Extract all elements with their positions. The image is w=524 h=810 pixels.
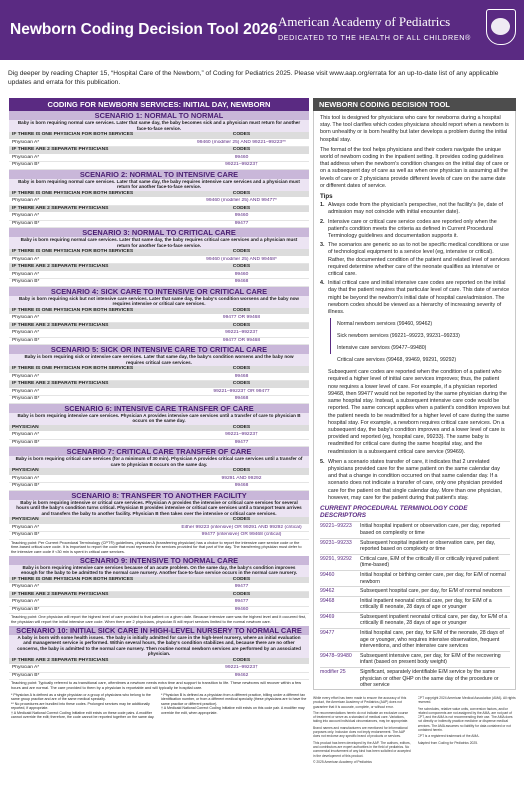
scenario-description: Baby is born requiring sick but not intensive care services. Later that same day, the baby's condition worsens and the baby now requires intensive or critical care services.	[9, 296, 309, 308]
scenario-description: Baby is born requiring sick or intensive care services. Later that same day, the baby's condition worsens and the baby now requires critical care services.	[9, 354, 309, 366]
table-row	[9, 584, 309, 592]
group-header-row	[9, 517, 309, 525]
fine-print-text: Fee schedules, relative value units, conversion factors, and/or related components are not assigned by the AMA, are not part of CPT, and the AMA is not recommending their use. The AMA does not directly or indirectly practice medicine or dispense medical services. The AMA assumes no liability for data contained or not contained herein.	[417, 706, 513, 733]
codes-header: CODES	[232, 190, 251, 196]
table-row	[9, 396, 309, 404]
table-row	[9, 213, 309, 221]
scenario-title: SCENARIO 8: TRANSFER TO ANOTHER FACILITY	[9, 491, 309, 500]
group-header-row	[9, 264, 309, 272]
cpt-description: Initial hospital inpatient or observation care, per day, reported based on complexity or time	[360, 523, 501, 536]
physician-label: Physician B*	[12, 672, 40, 678]
physician-label: Physician A*	[12, 154, 40, 160]
tip-item	[320, 219, 510, 241]
physician-label: Physician B*	[12, 162, 40, 167]
codes-header: CODES	[232, 517, 251, 522]
table-row	[9, 440, 309, 448]
cpt-code: 99221–99223	[320, 523, 352, 530]
group-header: IF THERE IS ONE PHYSICIAN FOR BOTH SERVICES	[12, 190, 134, 196]
coding-table	[9, 98, 309, 800]
scenario-title: SCENARIO 7: CRITICAL CARE TRANSFER OF CARE	[9, 447, 309, 456]
group-header-row	[9, 468, 309, 476]
physician-label: Physician A*	[12, 599, 40, 605]
panel-paragraph: This tool is designed for physicians who care for newborns during a hospital stay. The tool clarifies which codes physicians should report when a newborn is born unhealthy or is born healthy but later develops a problem during the initial hospital stay.	[320, 115, 509, 143]
code-value: 99477 (intensive) OR 99468 (critical)	[201, 532, 282, 537]
table-row	[9, 198, 309, 206]
codes-header: CODES	[232, 307, 251, 313]
table-row	[9, 221, 309, 229]
group-header-row	[9, 132, 309, 140]
codes-header: CODES	[232, 468, 251, 473]
table-row	[9, 315, 309, 323]
table-row	[9, 257, 309, 265]
tip-item	[320, 280, 510, 316]
table-row	[9, 532, 309, 540]
code-value: 99477	[234, 220, 249, 226]
cpt-row	[320, 596, 510, 612]
code-value: Either 99223 (intensive) OR 99291 AND 99292 (critical)	[181, 524, 302, 530]
code-value: 99477 OR 99468	[222, 337, 261, 343]
fine-print-text: Brand names and manufacturers are mentioned for informational purposes only. Inclusion does not imply endorsement. The AAP does not endorse any specific brand of products or services.	[313, 725, 408, 739]
tip-text: Initial critical care and initial intensive care codes are reported on the initial day that the patient requires that particular level of care. This date of service might be beyond the newborn's initial date of hospital care/admission. The newborn codes should be viewed as a hierarchy of increasing severity of illness.	[328, 280, 510, 316]
teaching-point: Teaching point: Per Current Procedural Terminology (CPT®) guidelines, physician A (transferring physician) has a choice to report the intensive care service code or the time-based critical care code. It is important to report the code that most represents the services provided for that part of the day. The transferring physician must defer to the intensive care code if <30 min is spent in critical care services.	[11, 539, 302, 555]
group-header: IF THERE ARE 2 SEPARATE PHYSICIANS	[12, 657, 109, 663]
table-row	[9, 162, 309, 170]
scenario-title: SCENARIO 6: INTENSIVE CARE TRANSFER OF CARE	[9, 404, 309, 413]
group-header-row	[9, 577, 309, 585]
panel-paragraph: Subsequent care codes are reported when the condition of a patient who required a higher level of initial care services improves; thus, the patient now requires a lower level of care. For example, if a physician reported 99468, then 99477 would not be reported by the same physician during the same hospital stay. Instead, a subsequent intensive care code would be reported. The same concept applies when a patient's condition improves but the patient needs to be readmitted for a higher level of care during the same hospital stay. For example, a newborn requires critical care services. On a subsequent day, the baby's condition improves and a lower level of care is provided and reported (eg, hospital care, 99233). The same baby is readmitted for critical care during the same hospital stay, and the readmission is a subsequent critical care service (99469).	[328, 369, 510, 455]
hierarchy-level: Intensive care services (99477–99480)	[330, 342, 510, 354]
codes-header: CODES	[232, 366, 251, 371]
cpt-description: Subsequent intensive care, per day, for E/M of the recovering infant (based on present body weight)	[360, 652, 501, 666]
footnote-col	[11, 693, 157, 719]
table-row	[9, 374, 309, 382]
table-row	[9, 338, 309, 346]
code-value: 99477 OR 99468	[222, 315, 261, 320]
fine-print-text: CPT is a registered trademark of the AMA.	[417, 734, 480, 739]
cpt-row	[320, 628, 510, 651]
physician-label: Physician A*	[12, 475, 40, 481]
tip-text: The scenarios are generic so as to not be specific medical conditions or use of technological equipment to a service level (eg, intensive or critical). Rather, the documented condition of the patient and related level of services required determine whether care of the neonate qualifies as intensive or critical care.	[328, 242, 510, 278]
code-value: 99460 (modifier 25) AND 99477*	[206, 198, 277, 203]
code-value: 99460	[234, 154, 249, 160]
group-header: PHYSICIAN	[12, 468, 39, 473]
physician-label: Physician A*	[12, 315, 40, 320]
group-header: IF THERE ARE 2 SEPARATE PHYSICIANS	[12, 322, 109, 328]
fine-print-text: Adapted from Coding for Pediatrics 2025.	[417, 740, 478, 745]
physician-label: Physician B*	[12, 439, 40, 445]
physician-label: Physician B*	[12, 532, 40, 537]
table-row	[9, 432, 309, 440]
org-name: American Academy of Pediatrics	[278, 14, 451, 29]
tip-text: Intensive care or critical care service codes are reported only when the patient's condition meets the criteria as defined in Current Procedural Terminology guidelines and documentation supports it.	[328, 218, 497, 240]
panel-body	[313, 111, 516, 690]
scenario-description: Baby is born requiring intensive care services. Physician A provides intensive care services until a transfer of care to physician B occurs on the same day.	[9, 413, 309, 425]
panel-paragraph: The format of the tool helps physicians and their coders navigate the unique world of newborn coding in the inpatient setting. It provides coding guidelines that address when the newborn's condition changes on the initial day of care or on a subsequent day of care as well as when one physician is assuming all the levels of care or 2 physicians provide different levels of care on the same date or different dates of service.	[320, 146, 509, 189]
code-value: 99460 (modifier 25) AND 99221–99223**	[197, 139, 286, 145]
codes-header: CODES	[232, 205, 251, 211]
tips-list	[320, 202, 510, 316]
table-row	[9, 483, 309, 491]
cpt-description: Subsequent hospital care, per day, for E/M of normal newborn	[360, 588, 503, 595]
code-value: 99221–99223†	[225, 162, 258, 167]
physician-label: Physician A*	[12, 432, 40, 437]
scenario-title: SCENARIO 2: NORMAL TO INTENSIVE CARE	[9, 170, 309, 179]
group-header-row	[9, 206, 309, 214]
fine-print-col	[418, 696, 517, 800]
group-header-row	[9, 425, 309, 433]
codes-header: CODES	[232, 132, 251, 137]
hierarchy-level: Normal newborn services (99460, 99462)	[330, 318, 510, 330]
cpt-description: Initial hospital or birthing center care, per day, for E/M of normal newborn	[360, 571, 506, 585]
footnote: † A Medicaid National Correct Coding Initiative edit exists on these code pairs. A modifier cannot override the edit; therefore, the code cannot be reported together on the same day.	[11, 710, 155, 720]
physician-label: Physician A*	[12, 584, 40, 590]
cpt-row	[320, 554, 510, 570]
table-row	[9, 665, 309, 673]
footnote: * Physician B is defined as a physician from a different practice, billing under a different tax identification number, or from a different medical specialty (these physicians are to have the same practice or different practice).	[161, 693, 307, 706]
scenario-title: SCENARIO 4: SICK CARE TO INTENSIVE OR CRITICAL CARE	[9, 287, 309, 296]
footnote: ** No procedures are bundled into these codes. Prolonged services may be additionally reported, if appropriate.	[11, 701, 150, 711]
physician-label: Physician B*	[12, 220, 40, 226]
tip-item	[320, 202, 510, 216]
tips-heading: Tips	[320, 193, 333, 201]
code-value: 99477	[234, 439, 249, 445]
scenario-title: SCENARIO 3: NORMAL TO CRITICAL CARE	[9, 228, 309, 237]
cpt-description: Subsequent hospital inpatient or observation care, per day, reported based on complexity or time	[360, 539, 496, 553]
footnote: * Physician A is defined as a single physician or a group of physicians who belong to the same group practice and are of the same medical specialty.	[11, 693, 151, 702]
tip-number: 3.	[320, 242, 325, 249]
aap-logo-icon	[486, 9, 516, 45]
cpt-code: 99478–99480	[320, 652, 352, 659]
footnotes	[9, 692, 309, 720]
group-header-row	[9, 308, 309, 316]
group-header-row	[9, 249, 309, 257]
physician-label: Physician A*	[12, 373, 40, 379]
coding-table-header: CODING FOR NEWBORN SERVICES: INITIAL DAY, NEWBORN	[9, 98, 309, 111]
codes-header: CODES	[232, 147, 251, 152]
tip-number: 2.	[320, 218, 325, 225]
physician-label: Physician B*	[12, 483, 40, 488]
physician-label: Physician B*	[12, 279, 40, 284]
code-value: 99468	[234, 373, 249, 379]
group-header-row	[9, 147, 309, 155]
cpt-description: Initial hospital care, per day, for E/M of the neonate, 28 days of age or younger, who requires intensive observation, frequent interventions, and other intensive care services	[360, 630, 504, 650]
group-header: IF THERE ARE 2 SEPARATE PHYSICIANS	[12, 591, 109, 597]
decision-tool-panel	[313, 98, 516, 690]
physician-label: Physician B*	[12, 396, 40, 401]
footnote-col	[161, 693, 307, 719]
code-value: 99477	[234, 584, 249, 590]
cpt-row	[320, 570, 510, 586]
scenario-description: Baby is born requiring normal care services. Later that same day, the baby requires intensive care services and a physician must return for another face-to-face service.	[9, 179, 309, 191]
code-value: 99221–99223†	[225, 330, 258, 335]
fine-print-col	[313, 696, 412, 800]
table-row	[9, 330, 309, 338]
group-header: IF THERE ARE 2 SEPARATE PHYSICIANS	[12, 381, 109, 386]
group-header-row	[9, 658, 309, 666]
group-header: IF THERE IS ONE PHYSICIAN FOR BOTH SERVICES	[12, 307, 134, 313]
codes-header: CODES	[232, 264, 251, 269]
scenario-description: Baby is born requiring intensive care services because of an acute problem. On the same day, the baby's condition improves enough for the baby to be admitted to the normal care nursery. Another face-to-face service occurs in the normal care nursery.	[9, 565, 309, 577]
group-header: IF THERE IS ONE PHYSICIAN FOR BOTH SERVICES	[12, 249, 134, 254]
group-header-row	[9, 381, 309, 389]
tip-number: 1.	[320, 202, 325, 209]
physician-label: Physician A*	[12, 388, 40, 394]
code-value: 99477	[234, 599, 249, 605]
physician-label: Physician A*	[12, 524, 40, 530]
code-value: 99468	[234, 396, 249, 401]
cpt-row	[320, 612, 510, 628]
scenario-title: SCENARIO 10: INITIAL SICK CARE IN HIGH-LEVEL NURSERY TO NORMAL CARE	[9, 626, 309, 635]
cpt-row	[320, 651, 510, 667]
page-header	[0, 0, 524, 60]
group-header-row	[9, 191, 309, 199]
scenario-description: Baby is born requiring normal care services. Later that same day, the baby becomes sick and a physician must return for another face-to-face service.	[9, 120, 309, 132]
group-header-row	[9, 323, 309, 331]
table-row	[9, 525, 309, 533]
fine-print-text: CPT copyright 2024 American Medical Association (AMA). All rights reserved.	[417, 696, 516, 705]
cpt-code: 99469	[320, 613, 335, 620]
code-value: 99291 AND 99292	[221, 475, 262, 481]
fine-print-text: While every effort has been made to ensure the accuracy of this product, the American Academy of Pediatrics (AAP) does not guarantee that it is accurate, complete, or without error.	[313, 696, 407, 709]
cpt-code: 99231–99233	[320, 539, 352, 546]
cpt-description: Significant, separately identifiable E/M service by the same physician or other QHP on the same day of the procedure or other service	[360, 669, 499, 689]
scenario-description: Baby is born requiring critical care services (for a minimum of 30 min). Physician A provides critical care services until a transfer of care to physician B occurs on the same day.	[9, 456, 309, 468]
code-value: 99468	[234, 279, 249, 284]
severity-hierarchy	[330, 318, 510, 366]
cpt-row	[320, 667, 510, 690]
cpt-code: 99291, 99292	[320, 555, 352, 562]
scenario-title: SCENARIO 9: INTENSIVE TO NORMAL CARE	[9, 556, 309, 565]
physician-label: Physician A*	[12, 256, 40, 262]
table-row	[9, 673, 309, 681]
cpt-description: Critical care, E/M of the critically ill or critically injured patient (time-based)	[360, 555, 499, 569]
code-value: 99460	[234, 606, 249, 612]
physician-label: Physician A*	[12, 271, 40, 277]
group-header: IF THERE IS ONE PHYSICIAN FOR BOTH SERVICES	[12, 366, 134, 371]
footnote: † A Medicaid National Correct Coding Initiative edit exists on this code pair. A modifier may override the edit, when appropriate.	[161, 706, 305, 715]
table-row	[9, 607, 309, 615]
physician-label: Physician B*	[12, 337, 40, 343]
code-value: 99460 (modifier 25) AND 99468*	[206, 256, 277, 262]
scenario-description: A baby is born with some health issues. The baby is initially admitted for care in the high-level nursery, where an initial evaluation and management service is performed. Within several hours, the baby's condition stabilizes and, because there are no other concerns, the baby is admitted to the normal care nursery. Then routine normal newborn services are performed by an associated physician.	[9, 635, 309, 658]
page-title: Newborn Coding Decision Tool 2026	[10, 21, 278, 38]
code-value: 99221–99223† OR 99477	[213, 388, 270, 394]
table-row	[9, 476, 309, 484]
physician-label: Physician A*	[12, 330, 40, 335]
table-row	[9, 155, 309, 163]
codes-header: CODES	[232, 576, 251, 582]
panel-header: NEWBORN CODING DECISION TOOL	[313, 98, 516, 111]
hierarchy-level: Critical care services (99468, 99469, 99291, 99292)	[337, 357, 457, 364]
codes-header: CODES	[232, 657, 251, 663]
code-value: 99468	[234, 483, 249, 488]
table-row	[9, 279, 309, 287]
group-header: IF THERE ARE 2 SEPARATE PHYSICIANS	[12, 264, 109, 269]
physician-label: Physician A*	[12, 665, 40, 671]
intro-text: Dig deeper by reading Chapter 15, “Hospital Care of the Newborn,” of Coding for Pediatrics 2025. Please visit www.aap.org/errata for an up-to-date list of any applicable updates and errata for this publication.	[8, 70, 499, 86]
org-tagline: DEDICATED TO THE HEALTH OF ALL CHILDREN®	[278, 33, 471, 42]
group-header: IF THERE IS ONE PHYSICIAN FOR BOTH SERVICES	[12, 132, 134, 137]
physician-label: Physician A*	[12, 198, 40, 203]
table-row	[9, 599, 309, 607]
scenario-description: Baby is born requiring intensive or critical care services. Physician A provides the intensive or critical care services for several hours until the baby's condition turns critical. Physician B provides intensive or critical care services until a transport team arrives and transfers the baby to another facility. Physician B then takes over the intensive or critical care services.	[9, 500, 309, 518]
code-value: 99221–99223†	[225, 665, 258, 671]
fine-print-text: The recommendations herein do not indicate an exclusive course of treatment or serve as a standard of medical care. Variations, taking into account individual circumstances, may be appropriate.	[313, 710, 409, 724]
scenario-title: SCENARIO 5: SICK OR INTENSIVE CARE TO CRITICAL CARE	[9, 345, 309, 354]
table-row	[9, 140, 309, 148]
cpt-code: 99477	[320, 630, 335, 637]
physician-label: Physician A*	[12, 139, 40, 145]
fine-print-text: This product has been developed by the AAP. The authors, editors, and contributors are expert authorities in the field of pediatrics. No commercial involvement of any kind has been solicited or accepted in the development of this product.	[313, 740, 411, 758]
cpt-description: Initial inpatient neonatal critical care, per day, for E/M of a critically ill neonate, 28 days of age or younger	[360, 597, 492, 611]
group-header-row	[9, 592, 309, 600]
physician-label: Physician B*	[12, 606, 40, 612]
tip-text: Always code from the physician's perspective, not the facility's (ie, date of admission may not coincide with initial encounter date).	[328, 202, 503, 216]
cpt-row	[320, 586, 510, 596]
tip-item: 5. When a scenario states transfer of care, it indicates that 2 unrelated physicians provided care for the same patient on the same calendar day and that a change in condition occurred on that same calendar day. If a scenario does not indicate a transfer of care, only one physician provided care for the patient on that single calendar day. More than one physician, however, may care for the patient during that patient's stay.	[320, 458, 503, 501]
physician-label: Physician A*	[12, 213, 40, 218]
cpt-list	[320, 521, 510, 689]
codes-header: CODES	[232, 424, 251, 430]
codes-header: CODES	[232, 381, 251, 386]
scenario-list	[9, 111, 309, 692]
tip-item	[320, 242, 510, 278]
group-header: PHYSICIAN	[12, 517, 39, 522]
codes-header: CODES	[232, 591, 251, 597]
code-value: 99460	[234, 213, 249, 218]
table-row	[9, 389, 309, 397]
code-value: 99462	[234, 672, 249, 678]
code-value: 99460	[234, 271, 249, 277]
group-header: IF THERE ARE 2 SEPARATE PHYSICIANS	[12, 147, 109, 152]
group-header-row	[9, 366, 309, 374]
cpt-row	[320, 521, 510, 537]
teaching-point: Teaching point: Typically referred to as transitional care, oftentimes a newborn needs extra time and support to transition to life. These newborns will recover within a few hours and are normal. The care provided to them by a physician is reportable and will typically be hospital care.	[11, 680, 302, 691]
scenario-description: Baby is born requiring normal care services. Later that same day, the baby requires critical care services and a physician must return for another face-to-face service.	[9, 237, 309, 249]
cpt-code: 99460	[320, 571, 335, 578]
group-header: IF THERE ARE 2 SEPARATE PHYSICIANS	[12, 205, 109, 211]
cpt-description: Subsequent inpatient neonatal critical care, per day, for E/M of a critically ill neonate, 28 days of age or younger	[360, 613, 508, 627]
cpt-row	[320, 538, 510, 554]
codes-header: CODES	[232, 249, 251, 254]
fine-print	[313, 696, 516, 800]
tip-number: 4.	[320, 280, 325, 287]
teaching-point: Teaching point: One physician will report the highest level of care provided to that patient on a given date. Because intensive care was the highest level and it occurred first, the physician will report the initial intensive care code. When there are 2 physicians, physician B will report services limited to the normal newborn care.	[11, 614, 306, 625]
cpt-heading: CURRENT PROCEDURAL TERMINOLOGY CODE DESCRIPTORS	[320, 504, 468, 520]
codes-header: CODES	[232, 322, 251, 328]
cpt-code: modifier 25	[320, 669, 346, 676]
hierarchy-level: Sick newborn services (99221–99223, 99231–99233)	[330, 330, 510, 342]
scenario-title: SCENARIO 1: NORMAL TO NORMAL	[9, 111, 309, 120]
table-row	[9, 272, 309, 280]
cpt-code: 99462	[320, 588, 335, 595]
group-header: IF THERE IS ONE PHYSICIAN FOR BOTH SERVICES	[12, 576, 134, 582]
fine-print-text: © 2025 American Academy of Pediatrics	[313, 759, 372, 764]
code-value: 99221–99223†	[225, 432, 258, 437]
group-header: PHYSICIAN	[12, 424, 39, 430]
cpt-code: 99468	[320, 597, 335, 604]
